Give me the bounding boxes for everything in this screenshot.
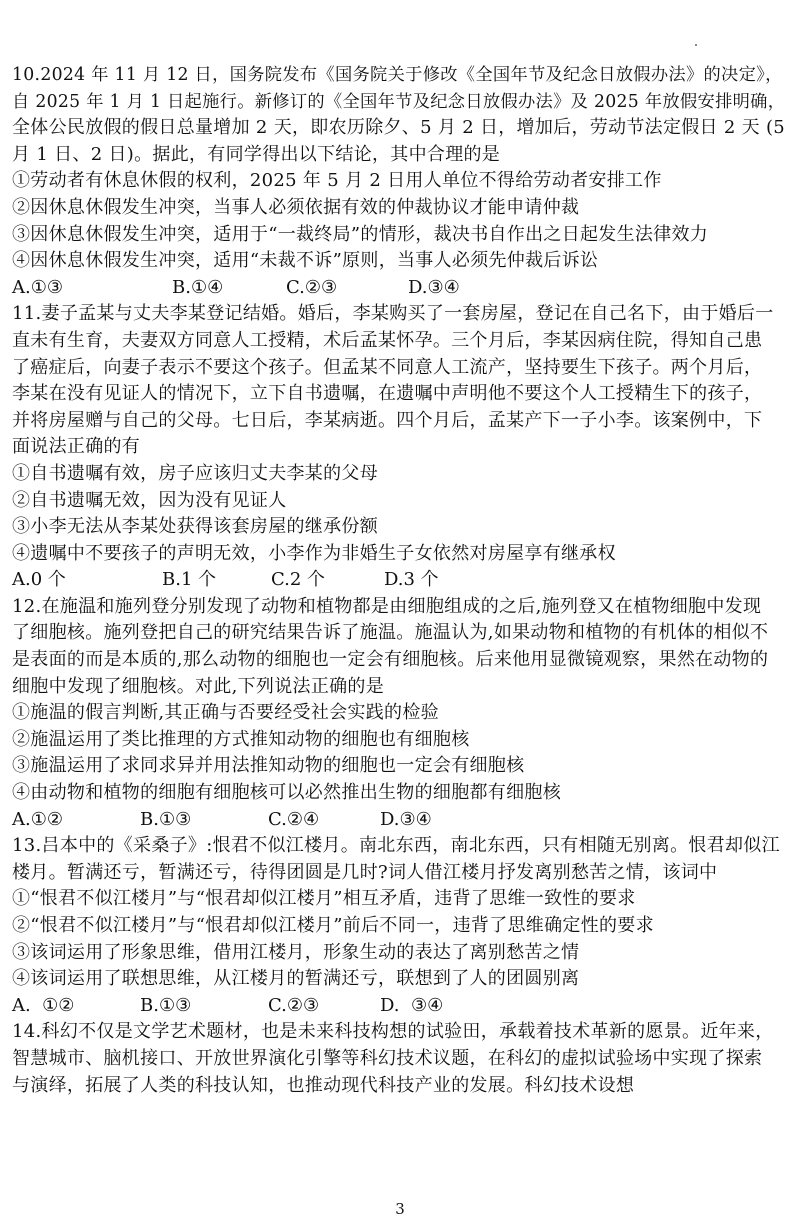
page-number: 3	[395, 1200, 405, 1218]
choice-d: D.3 个	[384, 569, 439, 591]
choice-a: A.①②	[12, 808, 63, 830]
question-text-line: 10.2024 年 11 月 12 日，国务院发布《国务院关于修改《全国年节及纪念日放假办法》的决定》，	[12, 65, 783, 85]
question-text-line: 14.科幻不仅是文学艺术题材，也是未来科技构想的试验田，承载着技术革新的愿景。近年来，	[12, 1021, 774, 1043]
choice-d: D.③④	[408, 276, 460, 298]
question-text-line: 月 1 日、2 日)。据此，有同学得出以下结论，其中合理的是	[12, 143, 501, 165]
answer-choices	[12, 993, 792, 1020]
statement-option: ④该词运用了联想思维，从江楼月的暂满还亏，联想到了人的团圆别离	[12, 968, 580, 990]
choice-c: C.2 个	[271, 569, 326, 591]
question-text-line: 并将房屋赠与自己的父母。七日后，李某病逝。四个月后，孟某产下一子小李。该案例中，下	[12, 409, 763, 431]
statement-option: ④由动物和植物的细胞有细胞核可以必然推出生物的细胞都有细胞核	[12, 782, 561, 804]
statement-option: ①劳动者有休息休假的权利，2025 年 5 月 2 日用人单位不得给劳动者安排工作	[12, 170, 662, 192]
question-12	[12, 594, 792, 833]
choice-a: A.0 个	[12, 569, 66, 591]
question-text-line: 与演绎，拓展了人类的科技认知，也推动现代科技产业的发展。科幻技术设想	[12, 1074, 635, 1096]
statement-option: ④因休息休假发生冲突，适用“未裁不诉”原则，当事人必须先仲裁后诉讼	[12, 250, 599, 272]
question-text-line: 楼月。暂满还亏，暂满还亏，待得团圆是几时?词人借江楼月抒发离别愁苦之情，该词中	[12, 861, 718, 883]
question-text-line: 李某在没有见证人的情况下，立下自书遗嘱，在遗嘱中声明他不要这个人工授精生下的孩子，	[12, 383, 763, 405]
scan-speck	[695, 44, 697, 46]
statement-option: ③小李无法从李某处获得该套房屋的继承份额	[12, 516, 378, 538]
question-text-line: 了细胞核。施列登把自己的研究结果告诉了施温。施温认为,如果动物和植物的有机体的相似不	[12, 622, 769, 644]
statement-option: ①施温的假言判断,其正确与否要经受社会实践的检验	[12, 702, 439, 724]
statement-option: ④遗嘱中不要孩子的声明无效，小李作为非婚生子女依然对房屋享有继承权	[12, 542, 616, 564]
question-text-line: 全体公民放假的假日总量增加 2 天，即农历除夕、5 月 2 日，增加后，劳动节法定假日 2 天 (5	[12, 117, 786, 139]
answer-choices	[12, 567, 792, 594]
question-11	[12, 301, 792, 594]
choice-a: A.①③	[12, 276, 63, 298]
answer-choices	[12, 275, 792, 302]
statement-option: ①自书遗嘱有效，房子应该归丈夫李某的父母	[12, 462, 378, 484]
statement-option: ②因休息休假发生冲突，当事人必须依据有效的仲裁协议才能申请仲裁	[12, 196, 580, 218]
statement-option: ①“恨君不似江楼月”与“恨君却似江楼月”相互矛盾，违背了思维一致性的要求	[12, 888, 636, 910]
statement-option: ③因休息休假发生冲突，适用于“一裁终局”的情形，裁决书自作出之日起发生法律效力	[12, 223, 709, 245]
statement-option: ②施温运用了类比推理的方式推知动物的细胞也有细胞核	[12, 728, 470, 750]
choice-c: C.②③	[268, 994, 320, 1016]
question-10	[12, 62, 792, 301]
statement-option: ②“恨君不似江楼月”与“恨君却似江楼月”前后不同一，违背了思维确定性的要求	[12, 915, 654, 936]
exam-page-content	[12, 62, 792, 1099]
choice-b: B.①③	[140, 994, 192, 1016]
choice-b: B.1 个	[162, 569, 217, 591]
statement-option: ③该词运用了形象思维，借用江楼月，形象生动的表达了离别愁苦之情	[12, 941, 580, 963]
question-text-line: 是表面的而是本质的,那么动物的细胞也一定会有细胞核。后来他用显微镜观察，果然在动物的	[12, 649, 769, 671]
choice-c: C.②③	[286, 276, 338, 298]
question-text-line: 11.妻子孟某与丈夫李某登记结婚。婚后，李某购买了一套房屋，登记在自己名下，由于婚后一	[12, 303, 774, 325]
question-13	[12, 833, 792, 1019]
question-text-line: 了癌症后，向妻子表示不要这个孩子。但孟某不同意人工流产，坚持要生下孩子。两个月后，	[12, 356, 763, 378]
question-14	[12, 1019, 792, 1099]
choice-d: D.③④	[380, 808, 432, 830]
choice-b: B.①④	[172, 276, 224, 298]
question-text-line: 直未有生育，夫妻双方同意人工授精，术后孟某怀孕。三个月后，李某因病住院，得知自己患	[12, 329, 763, 351]
question-text-line: 13.吕本中的《采桑子》:恨君不似江楼月。南北东西，南北东西，只有相随无别离。恨君却似江	[12, 835, 780, 857]
choice-a: A. ①②	[12, 994, 75, 1016]
statement-option: ③施温运用了求同求异并用法推知动物的细胞也一定会有细胞核	[12, 755, 525, 777]
statement-option: ②自书遗嘱无效，因为没有见证人	[12, 489, 287, 511]
answer-choices	[12, 807, 792, 834]
choice-b: B.①③	[140, 808, 192, 830]
choice-d: D. ③④	[380, 994, 444, 1016]
question-text-line: 细胞中发现了细胞核。对此,下列说法正确的是	[12, 675, 385, 697]
question-text-line: 12.在施温和施列登分别发现了动物和植物都是由细胞组成的之后,施列登又在植物细胞中发现	[12, 595, 762, 617]
question-text-line: 面说法正确的有	[12, 436, 141, 458]
question-text-line: 智慧城市、脑机接口、开放世界演化引擎等科幻技术议题，在科幻的虚拟试验场中实现了探索	[12, 1047, 763, 1069]
question-text-line: 自 2025 年 1 月 1 日起施行。新修订的《全国年节及纪念日放假办法》及 2025 年放假安排明确，	[12, 91, 786, 112]
choice-c: C.②④	[268, 808, 320, 830]
